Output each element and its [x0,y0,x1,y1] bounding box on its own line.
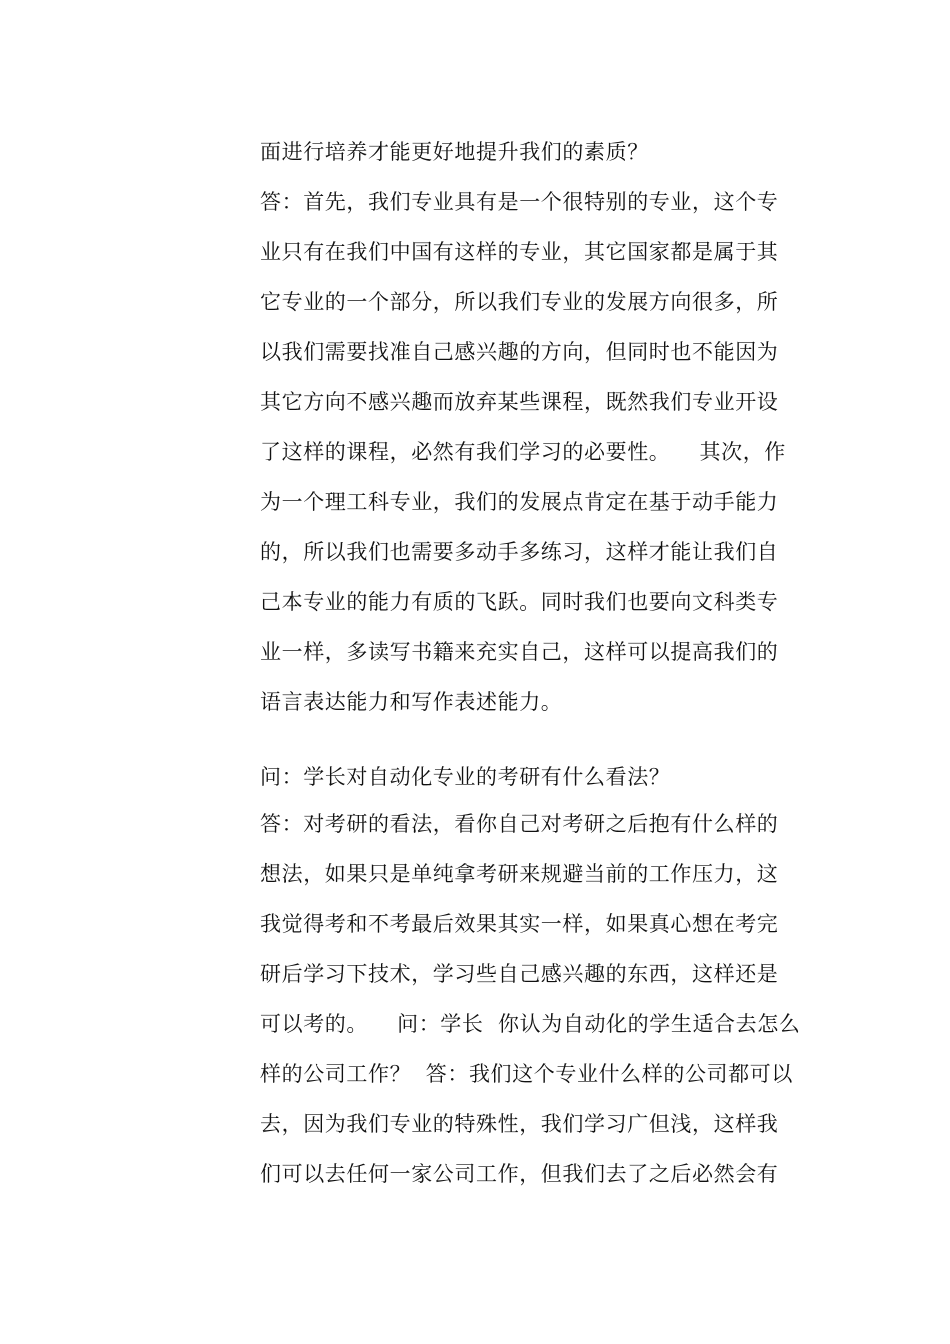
text-line: 我觉得考和不考最后效果其实一样，如果真心想在考完 [260,912,779,936]
text-line: 业只有在我们中国有这样的专业，其它国家都是属于其 [260,240,779,264]
text-line: 语言表达能力和写作表述能力。 [260,690,563,714]
text-line: 的，所以我们也需要多动手多练习，这样才能让我们自 [260,540,779,564]
text-line: 其它方向不感兴趣而放弃某些课程，既然我们专业开设 [260,390,779,414]
text-line: 想法，如果只是单纯拿考研来规避当前的工作压力，这 [260,862,779,886]
text-line: 面进行培养才能更好地提升我们的素质？ [260,140,649,164]
text-line: 了这样的课程，必然有我们学习的必要性。 其次，作 [260,440,786,464]
text-line: 为一个理工科专业，我们的发展点肯定在基于动手能力 [260,490,779,514]
text-line: 们可以去任何一家公司工作，但我们去了之后必然会有 [260,1162,779,1186]
text-line: 可以考的。 问：学长 你认为自动化的学生适合去怎么 [260,1012,801,1036]
text-line: 答：首先，我们专业具有是一个很特别的专业，这个专 [260,190,779,214]
text-line: 它专业的一个部分，所以我们专业的发展方向很多，所 [260,290,779,314]
text-line: 答：对考研的看法，看你自己对考研之后抱有什么样的 [260,812,779,836]
text-line: 己本专业的能力有质的飞跃。同时我们也要向文科类专 [260,590,779,614]
text-line: 业一样，多读写书籍来充实自己，这样可以提高我们的 [260,640,779,664]
question-heading: 问：学长对自动化专业的考研有什么看法？ [260,765,671,789]
text-line: 去，因为我们专业的特殊性，我们学习广但浅，这样我 [260,1112,779,1136]
text-line: 样的公司工作？ 答：我们这个专业什么样的公司都可以 [260,1062,793,1086]
text-line: 研后学习下技术，学习些自己感兴趣的东西，这样还是 [260,962,779,986]
text-line: 以我们需要找准自己感兴趣的方向，但同时也不能因为 [260,340,779,364]
